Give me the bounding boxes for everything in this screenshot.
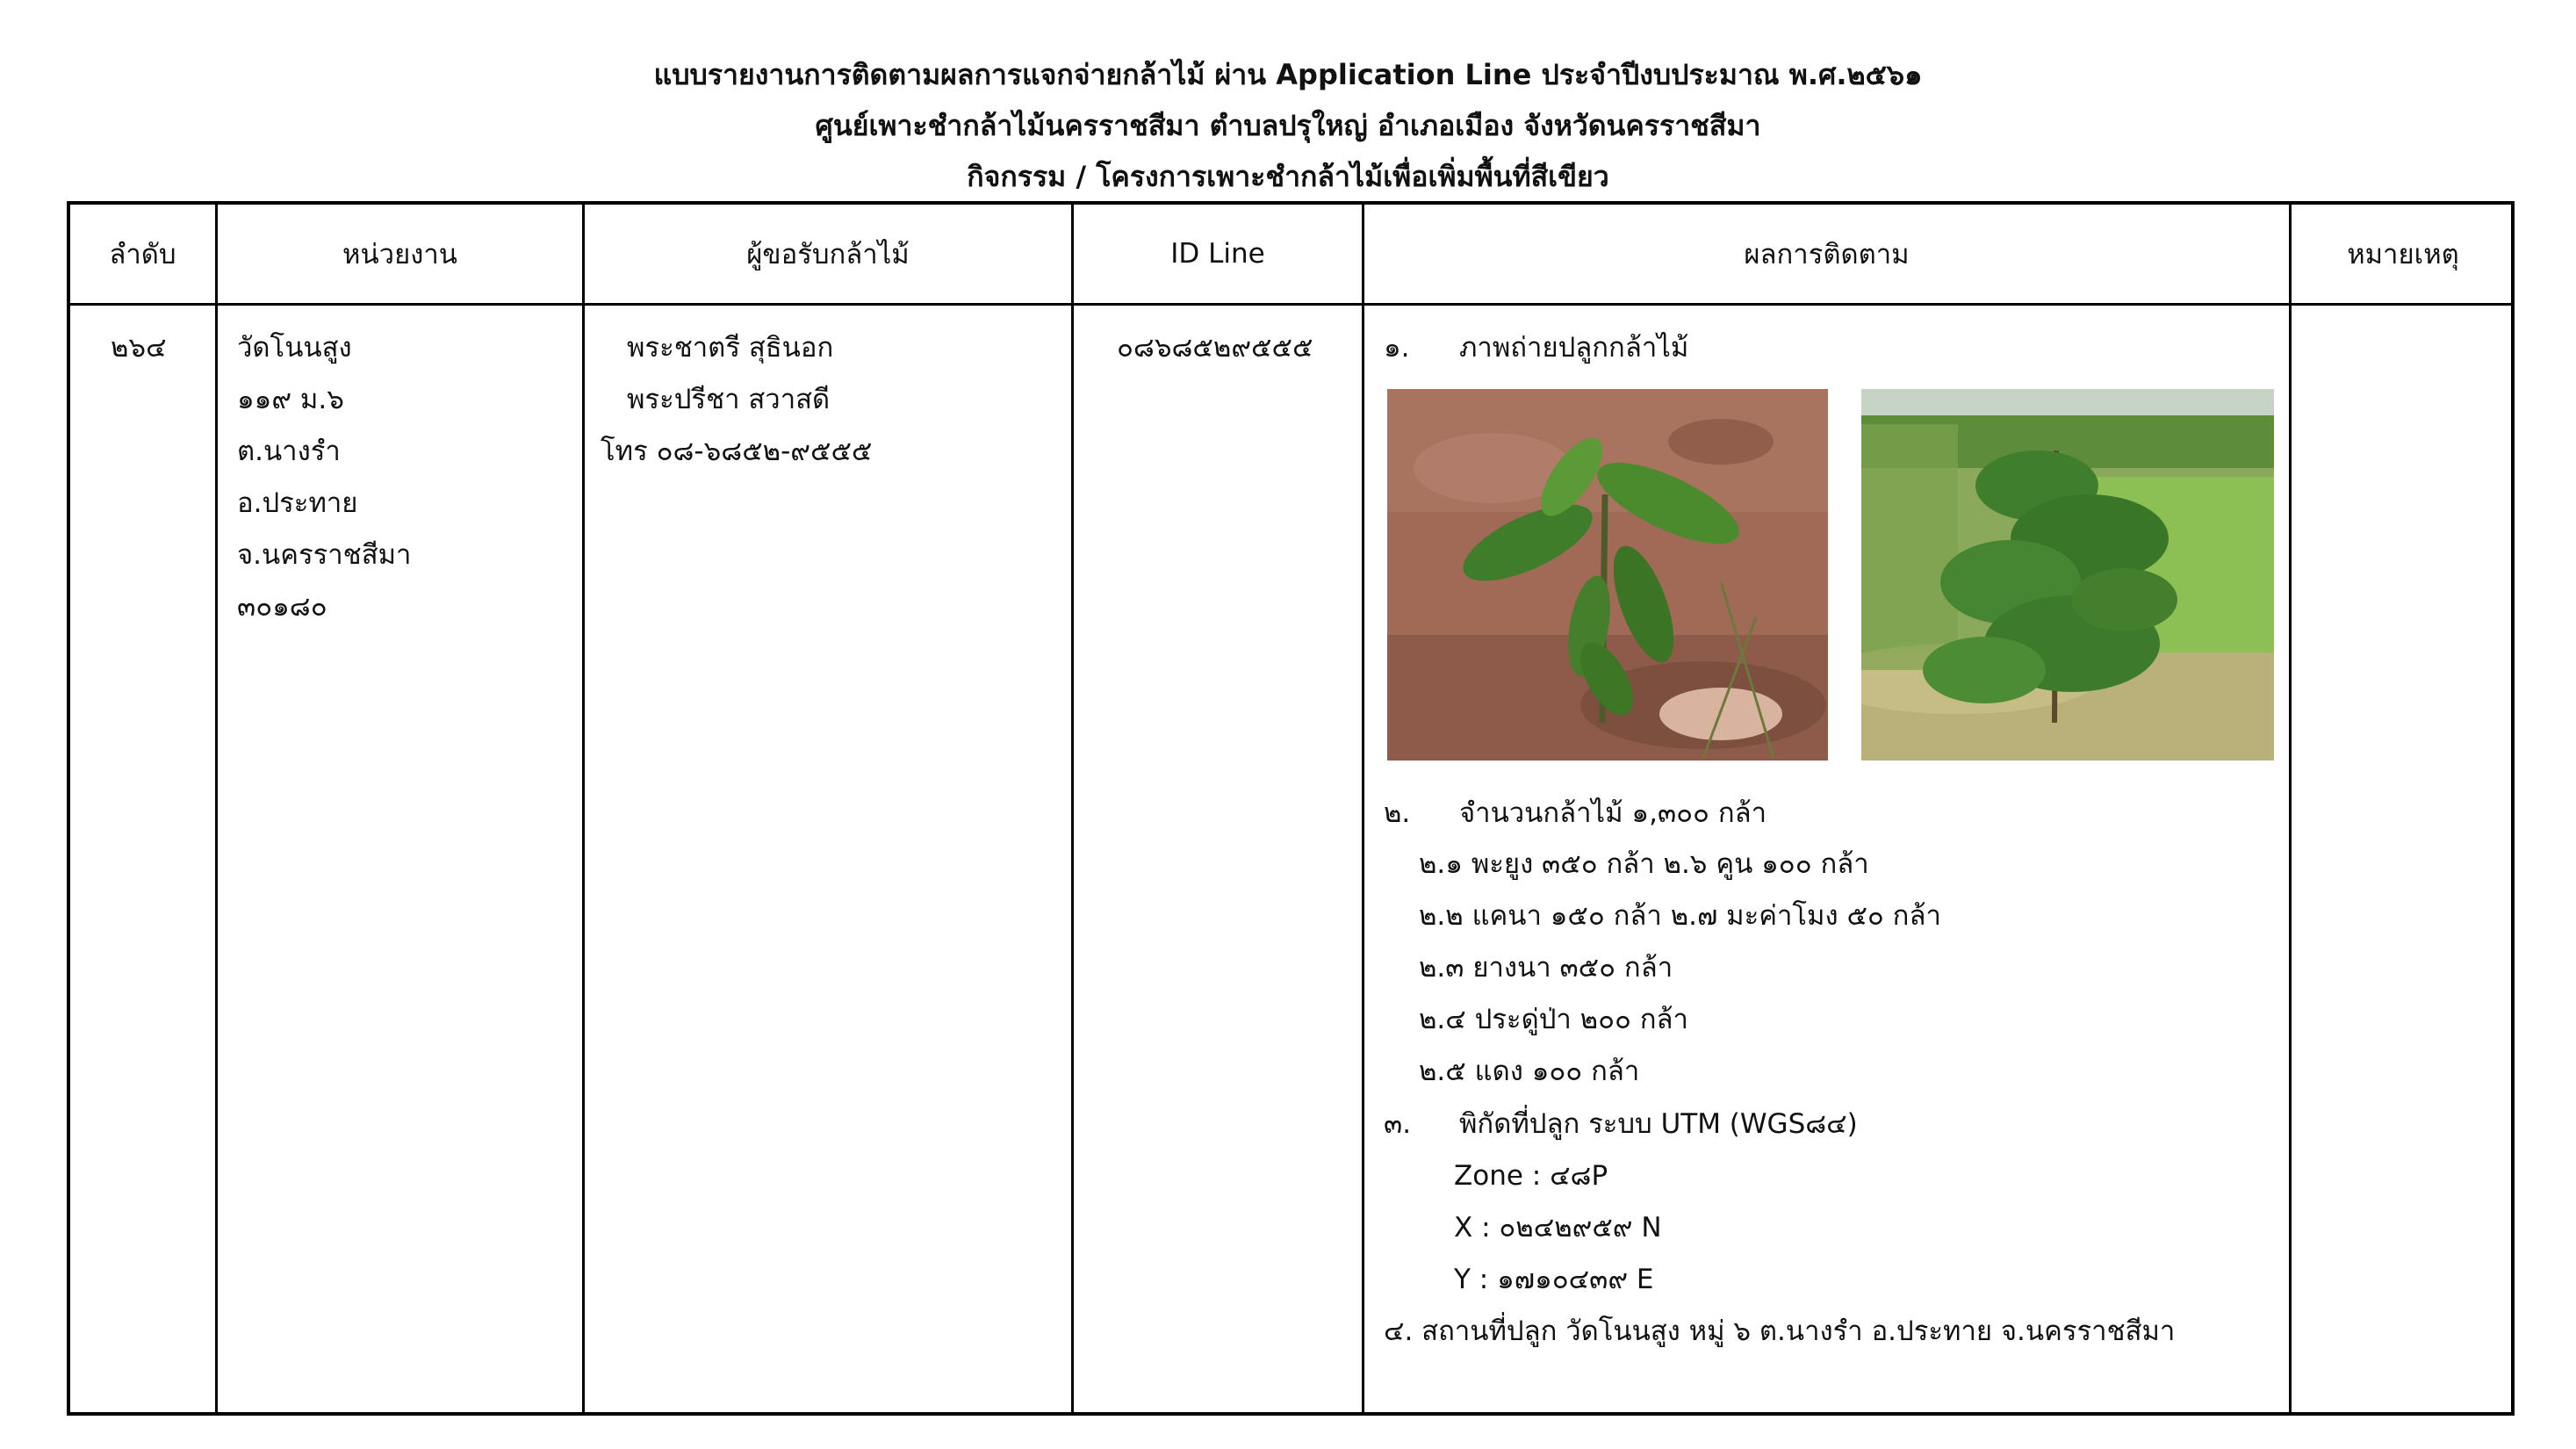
column-divider	[2289, 205, 2292, 1412]
report-title-line-1: แบบรายงานการติดตามผลการแจกจ่ายกล้าไม้ ผ่าน Application Line ประจำปีงบประมาณ พ.ศ.๒๕๖๑	[653, 58, 1923, 91]
agency-line: จ.นครราชสีมา	[237, 539, 412, 571]
result-item-3	[1384, 1099, 1858, 1150]
utm-y: Y : ๑๗๑๐๔๓๙ E	[1454, 1264, 1654, 1295]
result-item-number: ๑.	[1384, 332, 1410, 364]
agency-line: วัดโนนสูง	[237, 332, 352, 364]
result-item-4: ๔. สถานที่ปลูก วัดโนนสูง หมู่ ๖ ต.นางรำ อ.ประทาย จ.นครราชสีมา	[1384, 1316, 2176, 1347]
result-item-text: ภาพถ่ายปลูกกล้าไม้	[1459, 332, 1689, 364]
id-line-value: ๐๘๖๘๕๒๙๕๕๕	[1117, 332, 1313, 364]
species-line: ๒.๓ ยางนา ๓๕๐ กล้า	[1419, 952, 1673, 984]
row-order: ๒๖๔	[111, 332, 167, 364]
column-header-id-line: ID Line	[1170, 238, 1265, 270]
column-header-order: ลำดับ	[109, 239, 176, 270]
utm-coordinates	[1454, 1150, 1662, 1306]
column-divider	[582, 205, 585, 1412]
column-header-remark: หมายเหตุ	[2347, 239, 2459, 270]
result-item-text: พิกัดที่ปลูก ระบบ UTM (WGS๘๔)	[1459, 1108, 1858, 1140]
requester-phone: โทร ๐๘-๖๘๕๒-๙๕๕๕	[601, 436, 873, 467]
report-table	[67, 201, 2515, 1416]
column-divider	[1071, 205, 1074, 1412]
species-line: ๒.๕ แดง ๑๐๐ กล้า	[1419, 1056, 1640, 1087]
species-line: ๒.๔ ประดู่ป่า ๒๐๐ กล้า	[1419, 1004, 1688, 1035]
result-item-1	[1384, 322, 1688, 374]
agency-line: ๓๐๑๘๐	[237, 591, 327, 623]
column-divider	[1362, 205, 1364, 1412]
column-header-result: ผลการติดตาม	[1744, 239, 1910, 270]
requester-cell	[601, 322, 872, 478]
species-line: ๒.๑ พะยูง ๓๕๐ กล้า ๒.๖ คูน ๑๐๐ กล้า	[1419, 848, 1869, 880]
utm-zone: Zone : ๔๘P	[1454, 1160, 1608, 1192]
species-list	[1419, 839, 1941, 1098]
species-line: ๒.๒ แคนา ๑๕๐ กล้า ๒.๗ มะค่าโมง ๕๐ กล้า	[1419, 900, 1941, 932]
seedling-photo-2	[1861, 389, 2274, 761]
report-title-line-2: ศูนย์เพาะชำกล้าไม้นครราชสีมา ตำบลปรุใหญ่ อำเภอเมือง จังหวัดนครราชสีมา	[815, 109, 1761, 142]
report-title-line-3: กิจกรรม / โครงการเพาะชำกล้าไม้เพื่อเพิ่มพื้นที่สีเขียว	[967, 160, 1609, 193]
result-item-number: ๓.	[1384, 1108, 1412, 1140]
requester-name: พระปรีชา สวาสดี	[627, 384, 831, 415]
agency-line: ๑๑๙ ม.๖	[237, 384, 344, 415]
report-title-block	[0, 49, 2576, 202]
column-header-requester: ผู้ขอรับกล้าไม้	[746, 239, 910, 270]
result-item-2	[1384, 788, 1767, 840]
agency-line: ต.นางรำ	[237, 436, 341, 467]
header-divider	[70, 303, 2511, 306]
column-divider	[215, 205, 218, 1412]
column-header-agency: หน่วยงาน	[342, 239, 457, 270]
result-item-number: ๒.	[1384, 797, 1411, 829]
utm-x: X : ๐๒๔๒๙๕๙ N	[1454, 1212, 1662, 1244]
seedling-photo-1	[1387, 389, 1828, 761]
agency-cell	[237, 322, 411, 633]
result-item-text: จำนวนกล้าไม้ ๑,๓๐๐ กล้า	[1459, 797, 1767, 829]
requester-name: พระชาตรี สุธินอก	[627, 332, 834, 364]
agency-line: อ.ประทาย	[237, 487, 358, 519]
